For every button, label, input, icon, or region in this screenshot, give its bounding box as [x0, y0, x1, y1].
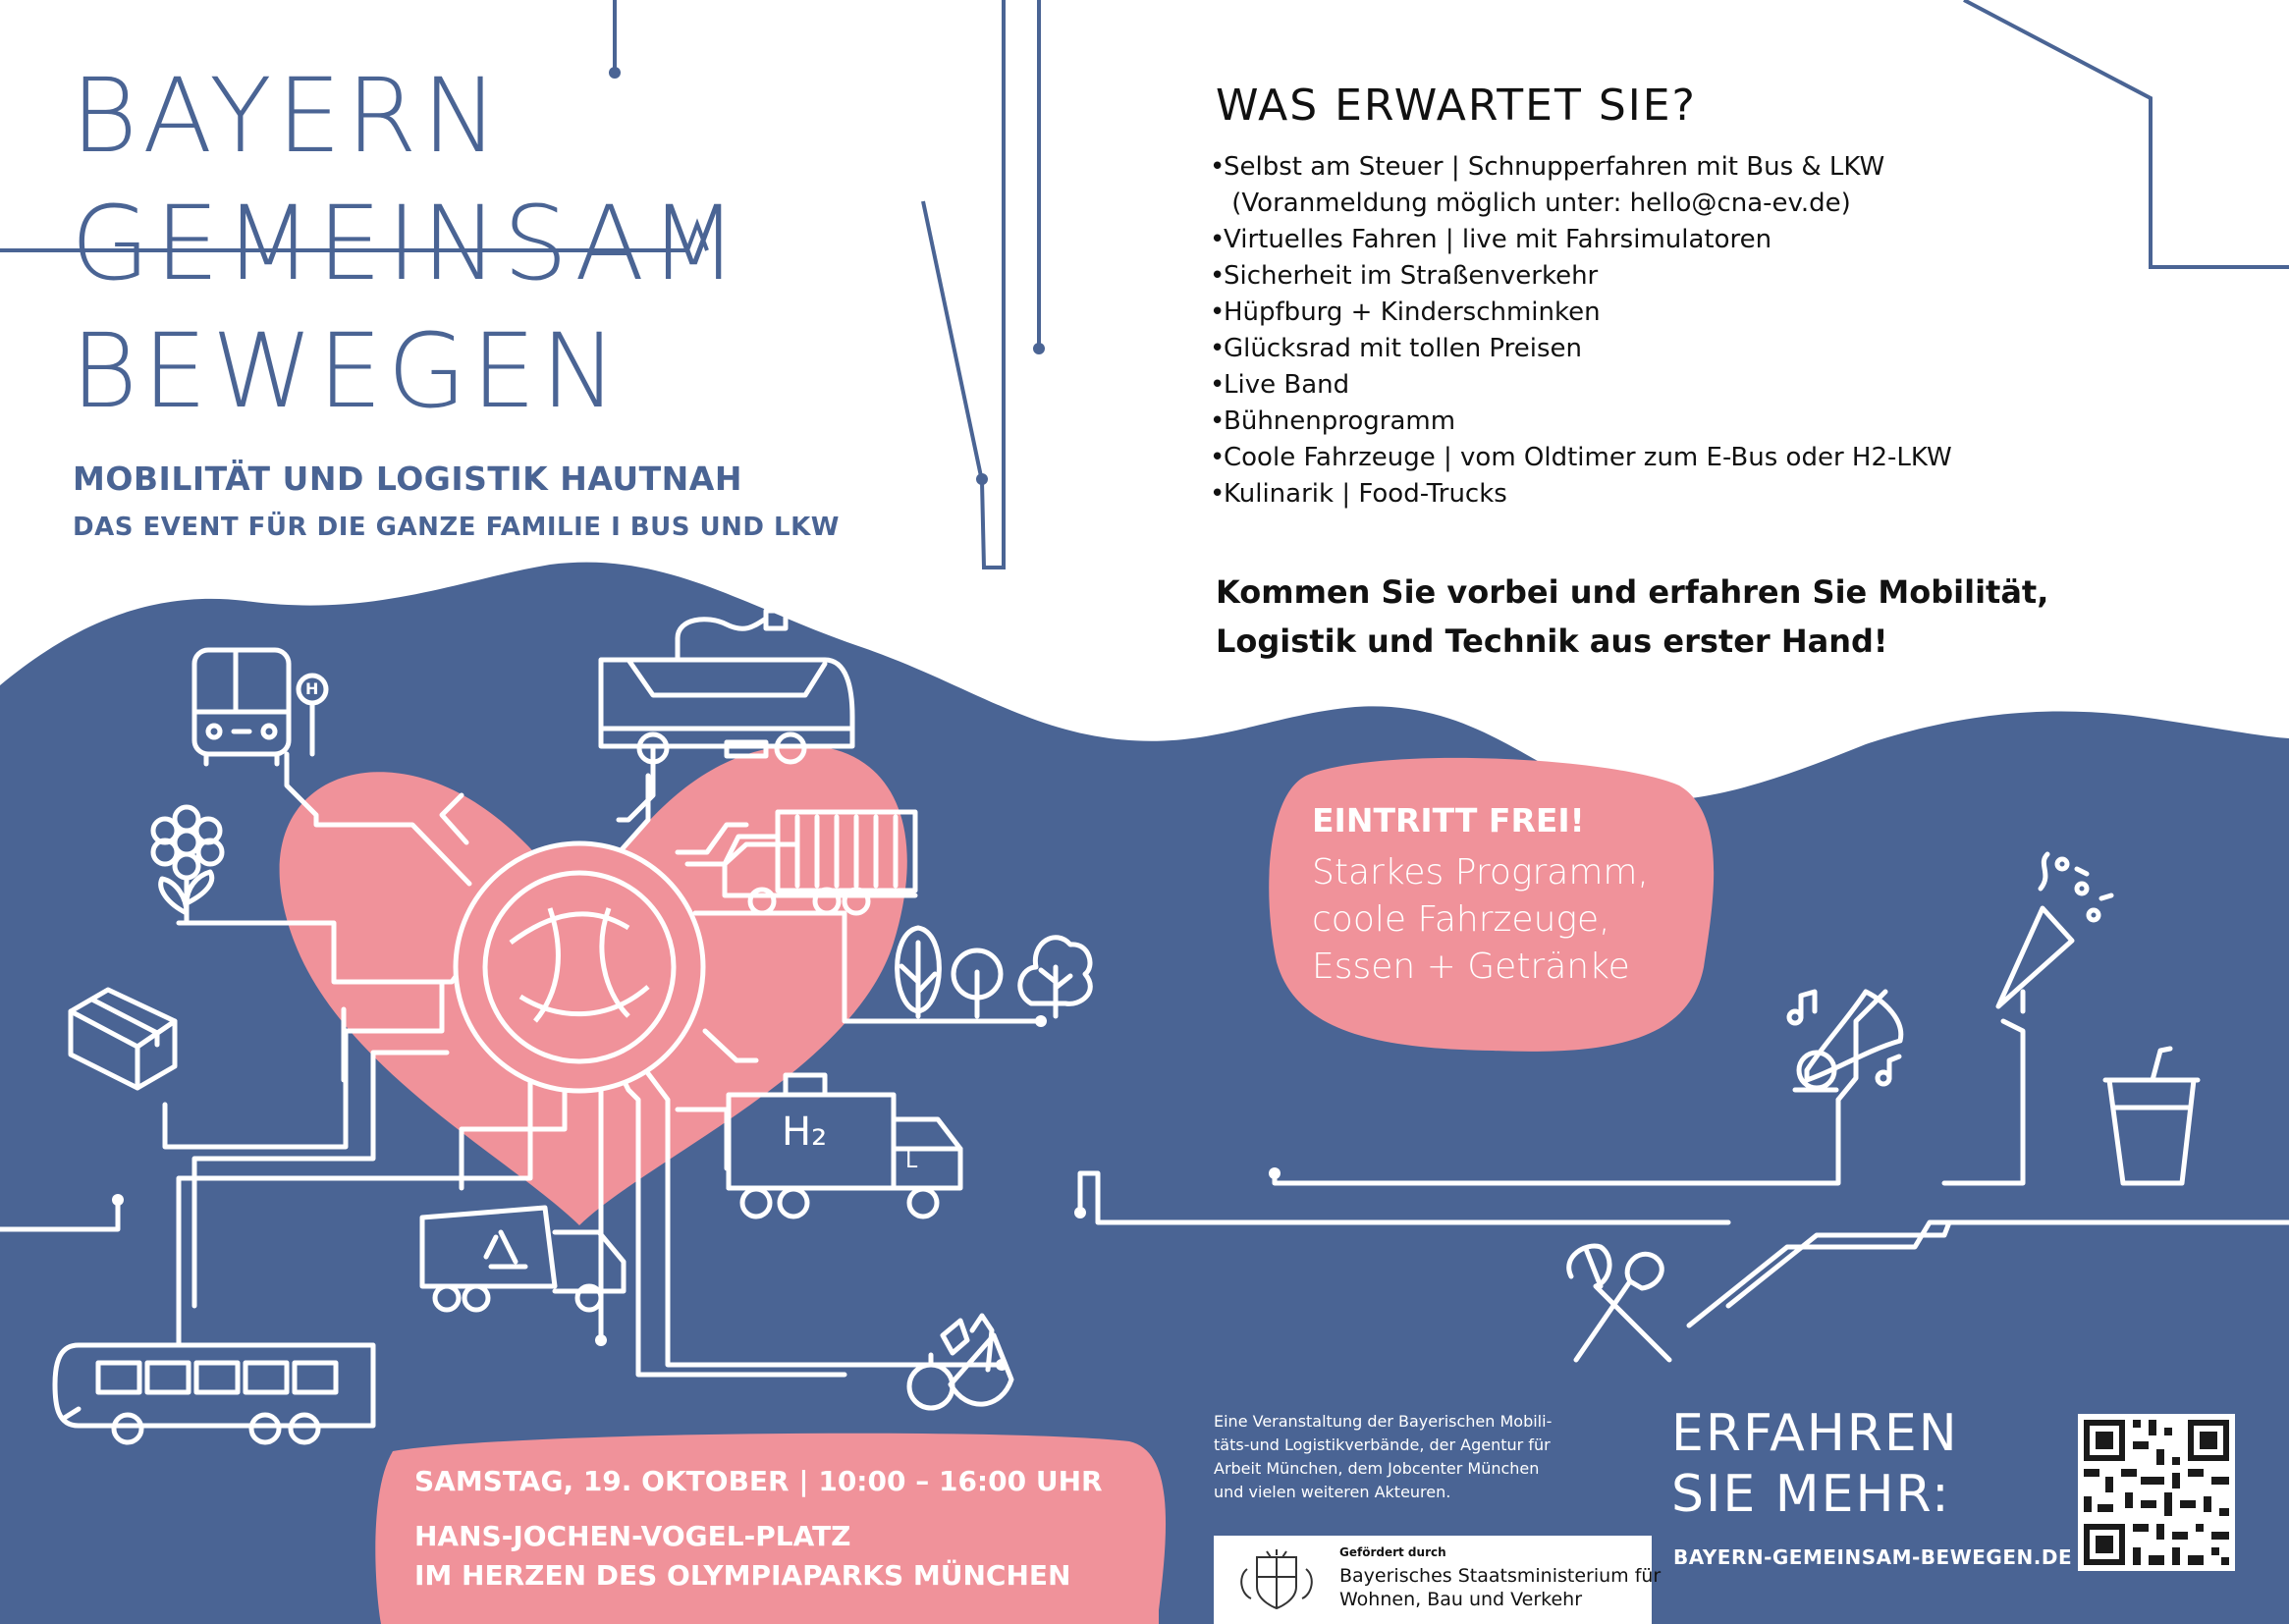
- organizer-line-3: Arbeit München, dem Jobcenter München: [1214, 1459, 1540, 1478]
- subtitle-main: MOBILITÄT UND LOGISTIK HAUTNAH: [73, 460, 742, 498]
- admission-line-1: Starkes Programm,: [1312, 852, 1649, 893]
- bullet: •: [1210, 370, 1226, 400]
- sponsor-logo: [1214, 1536, 1662, 1624]
- program-item-text: (Voranmeldung möglich unter: hello@cna-ev.de): [1224, 189, 1851, 218]
- bullet: •: [1210, 261, 1226, 291]
- program-item-text: Hüpfburg + Kinderschminken: [1224, 298, 1601, 327]
- title-line-3: BEWEGEN: [71, 311, 623, 431]
- program-item: [1210, 440, 1952, 476]
- title-line-2: GEMEINSAM: [71, 184, 743, 303]
- program-item: [1210, 476, 1952, 513]
- cta-line-1: Kommen Sie vorbei und erfahren Sie Mobilität,: [1216, 573, 2049, 611]
- subtitle-secondary: DAS EVENT FÜR DIE GANZE FAMILIE I BUS UND LKW: [73, 513, 840, 542]
- sponsor-line-2: Wohnen, Bau und Verkehr: [1339, 1589, 1583, 1610]
- program-item-text: Sicherheit im Straßenverkehr: [1224, 261, 1599, 291]
- admission-heading: EINTRITT FREI!: [1312, 801, 1585, 839]
- cta-line-2: Logistik und Technik aus erster Hand!: [1216, 623, 1888, 660]
- website-link[interactable]: BAYERN-GEMEINSAM-BEWEGEN.DE: [1673, 1545, 2073, 1569]
- admission-line-3: Essen + Getränke: [1312, 947, 1630, 987]
- program-item: [1210, 331, 1952, 367]
- qr-code[interactable]: [2078, 1414, 2235, 1571]
- bullet: •: [1210, 225, 1226, 254]
- program-item-text: Coole Fahrzeuge | vom Oldtimer zum E-Bus oder H2-LKW: [1224, 443, 1952, 472]
- event-place-line-2: IM HERZEN DES OLYMPIAPARKS MÜNCHEN: [414, 1559, 1071, 1592]
- program-item-text: Bühnenprogramm: [1224, 406, 1456, 436]
- program-item-text: Glücksrad mit tollen Preisen: [1224, 334, 1583, 363]
- event-date-time: SAMSTAG, 19. OKTOBER | 10:00 – 16:00 UHR: [414, 1465, 1103, 1497]
- bullet: •: [1210, 298, 1226, 327]
- program-item-text: Kulinarik | Food-Trucks: [1224, 479, 1507, 509]
- h2-label: H₂: [782, 1110, 828, 1155]
- program-item: [1210, 222, 1952, 258]
- qr-code-icon: [2078, 1414, 2235, 1571]
- more-line-1: ERFAHREN: [1671, 1404, 1959, 1463]
- program-item: [1210, 295, 1952, 331]
- event-place-line-1: HANS-JOCHEN-VOGEL-PLATZ: [414, 1520, 851, 1552]
- title-line-1: BAYERN: [71, 56, 504, 176]
- coat-of-arms-icon: [1227, 1547, 1326, 1612]
- program-item-text: Virtuelles Fahren | live mit Fahrsimulatoren: [1224, 225, 1772, 254]
- organizer-line-4: und vielen weiteren Akteuren.: [1214, 1483, 1451, 1501]
- bullet: •: [1210, 406, 1226, 436]
- organizer-line-2: täts-und Logistikverbände, der Agentur für: [1214, 1435, 1551, 1454]
- program-item: [1210, 258, 1952, 295]
- more-line-2: SIE MEHR:: [1671, 1465, 1951, 1524]
- truck-letter-label: L: [905, 1149, 918, 1173]
- hands-circle-icon: [456, 843, 703, 1091]
- admission-line-2: coole Fahrzeuge,: [1312, 899, 1610, 940]
- sponsor-label: Gefördert durch: [1339, 1545, 1446, 1559]
- program-list: [1210, 149, 1952, 513]
- program-item-text: Live Band: [1224, 370, 1350, 400]
- sponsor-line-1: Bayerisches Staatsministerium für: [1339, 1565, 1662, 1587]
- organizer-line-1: Eine Veranstaltung der Bayerischen Mobili-: [1214, 1412, 1553, 1431]
- bullet: •: [1210, 443, 1226, 472]
- bullet: •: [1210, 479, 1226, 509]
- program-item: [1210, 149, 1952, 186]
- program-item: [1210, 186, 1952, 222]
- program-item: [1210, 367, 1952, 404]
- bullet: •: [1210, 152, 1226, 182]
- bullet: •: [1210, 334, 1226, 363]
- bus-stop-label: H: [305, 679, 319, 698]
- program-item-text: Selbst am Steuer | Schnupperfahren mit Bus & LKW: [1224, 152, 1885, 182]
- program-heading: WAS ERWARTET SIE?: [1216, 81, 1697, 131]
- program-item: [1210, 404, 1952, 440]
